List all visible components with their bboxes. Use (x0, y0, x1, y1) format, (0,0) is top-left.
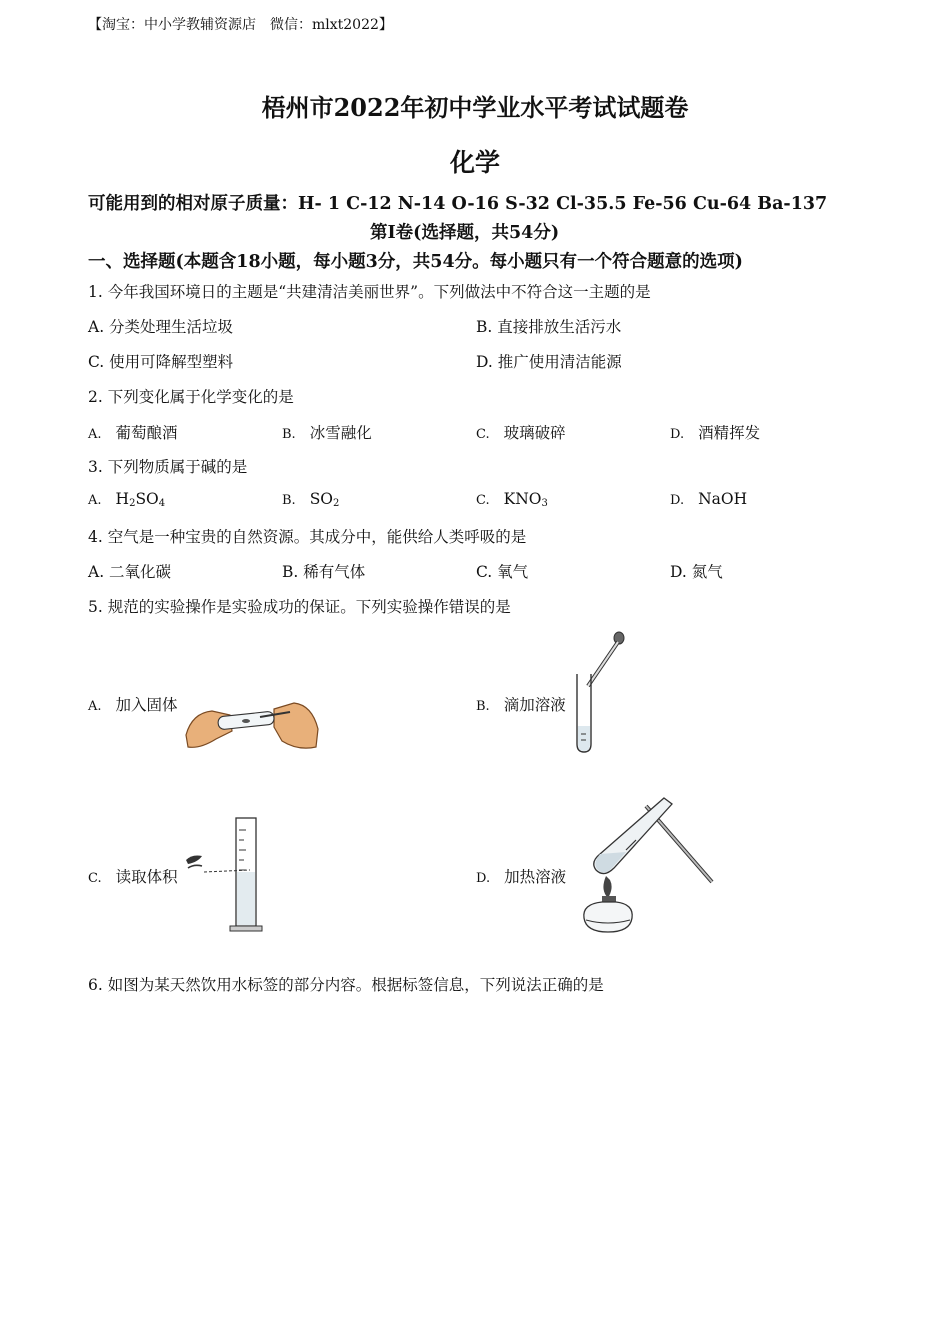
q1-option-b: B. 直接排放生活污水 (476, 318, 622, 336)
q3-option-a: A. $H_2SO_4$ (88, 490, 166, 509)
q2-option-d: D. 酒精挥发 (670, 424, 761, 442)
q4-option-b: B. 稀有气体 (282, 563, 366, 581)
q5-option-a: A. 加入固体 (88, 696, 178, 714)
part-title: 第Ⅰ卷(选择题，共54分) (370, 223, 560, 243)
q4-stem: 4. 空气是一种宝贵的自然资源。其成分中，能供给人类呼吸的是 (88, 528, 527, 546)
section-title: 一、选择题(本题含18小题，每小题3分，共54分。每小题只有一个符合题意的选项) (88, 252, 743, 272)
q5-stem: 5. 规范的实验操作是实验成功的保证。下列实验操作错误的是 (88, 598, 511, 616)
adding-solid-illustration (182, 695, 322, 755)
q1-option-c: C. 使用可降解型塑料 (88, 353, 234, 371)
exam-title: 梧州市2022年初中学业水平考试试题卷 (261, 93, 689, 122)
dropping-liquid-illustration (574, 630, 634, 756)
q5-option-c: C. 读取体积 (88, 868, 178, 886)
q2-option-a: A. 葡萄酿酒 (88, 424, 178, 442)
q3-stem: 3. 下列物质属于碱的是 (88, 458, 248, 476)
q5-option-b: B. 滴加溶液 (476, 696, 566, 714)
q2-option-b: B. 冰雪融化 (282, 424, 372, 442)
q2-option-c: C. 玻璃破碎 (476, 424, 566, 442)
q6-stem: 6. 如图为某天然饮用水标签的部分内容。根据标签信息，下列说法正确的是 (88, 976, 604, 994)
reading-volume-illustration (184, 816, 274, 936)
q3-option-d: D. NaOH (670, 490, 748, 508)
q3-option-c: C. $KNO_3$ (476, 490, 548, 509)
q5-option-d: D. 加热溶液 (476, 868, 567, 886)
q4-option-d: D. 氮气 (670, 563, 723, 581)
q4-option-a: A. 二氧化碳 (88, 563, 172, 581)
heating-liquid-illustration (574, 792, 724, 940)
subject-title: 化学 (449, 148, 500, 177)
q3-option-b: B. $SO_2$ (282, 490, 340, 509)
q2-stem: 2. 下列变化属于化学变化的是 (88, 388, 294, 406)
atomic-masses: 可能用到的相对原子质量：H- 1 C-12 N-14 O-16 S-32 Cl-35.5 Fe-56 Cu-64 Ba-137 (88, 194, 828, 214)
header-note: 【淘宝：中小学教辅资源店 微信：mlxt2022】 (88, 17, 393, 33)
q1-option-d: D. 推广使用清洁能源 (476, 353, 622, 371)
q4-option-c: C. 氧气 (476, 563, 529, 581)
q1-stem: 1. 今年我国环境日的主题是“共建清洁美丽世界”。下列做法中不符合这一主题的是 (88, 283, 651, 301)
q1-option-a: A. 分类处理生活垃圾 (88, 318, 234, 336)
